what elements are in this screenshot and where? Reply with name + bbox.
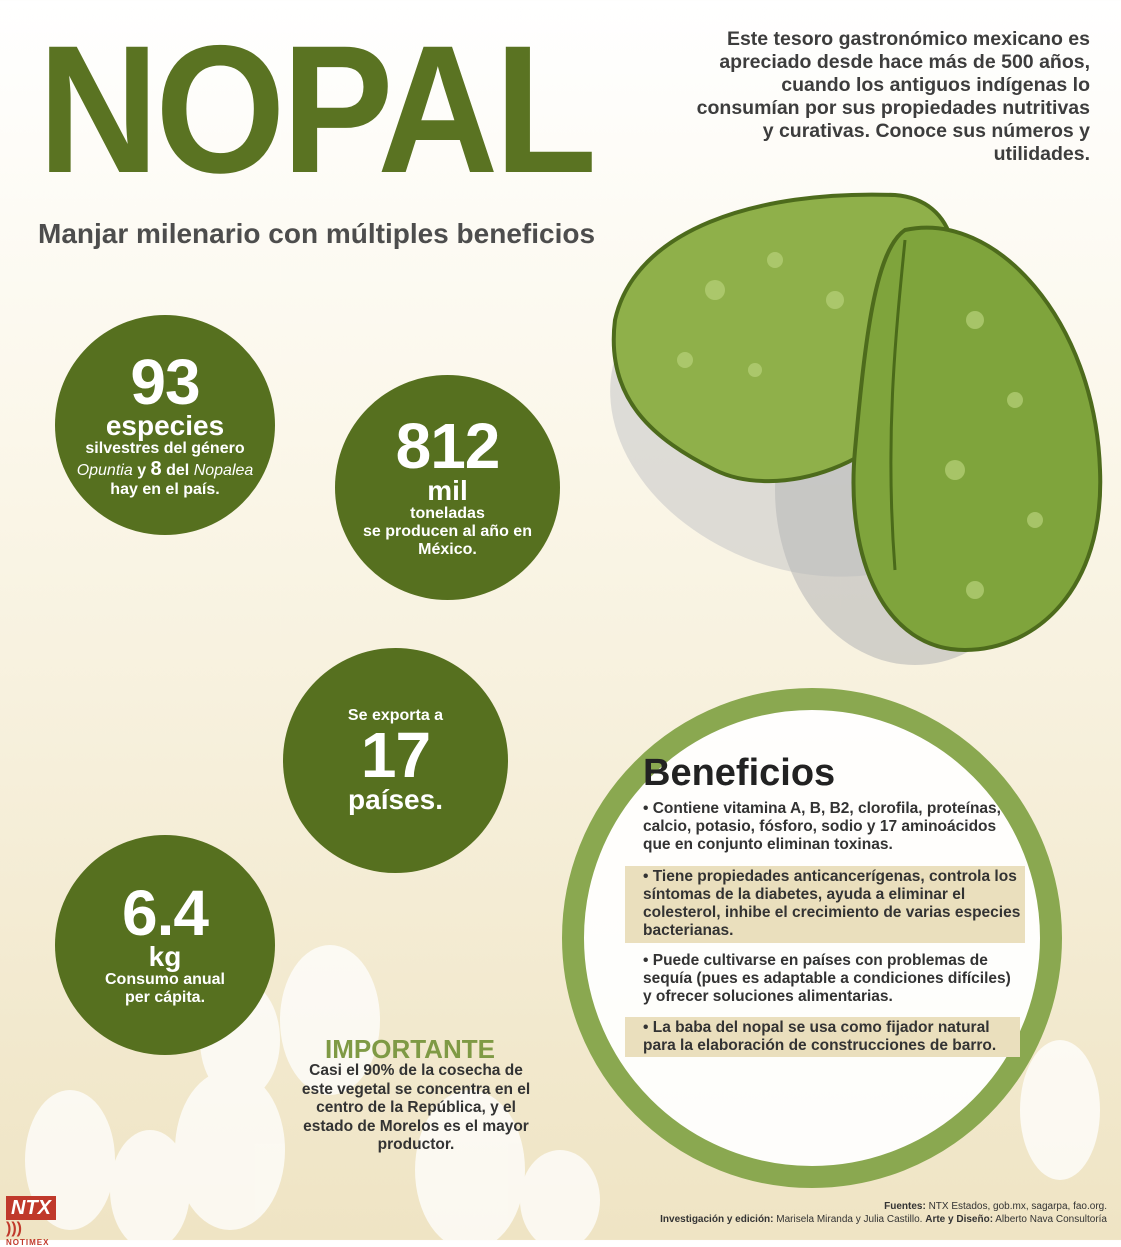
logo-text: NTX	[6, 1196, 56, 1220]
benefit-item: • La baba del nopal se usa como fijador natural para la elaboración de construcciones de barro.	[625, 1017, 1020, 1057]
benefits-title: Beneficios	[643, 752, 836, 794]
benefit-item: • Tiene propiedades anticancerígenas, controla los síntomas de la diabetes, ayuda a eliminar el colesterol, inhibe el crecimiento de varias especies bacterianas.	[625, 866, 1025, 943]
genus-nopalea: Nopalea	[193, 462, 254, 480]
research-label: Investigación y edición:	[660, 1214, 774, 1225]
stat-species-unit: especies	[105, 410, 225, 442]
stat-production-line1: toneladas	[410, 505, 485, 523]
stat-consumption-circle	[55, 835, 275, 1055]
page-subtitle: Manjar milenario con múltiples beneficios	[38, 218, 596, 249]
research-value: Marisela Miranda y Julia Castillo.	[776, 1214, 923, 1225]
num-nopalea: 8	[150, 458, 162, 481]
stat-species-circle	[55, 315, 275, 535]
stat-production-circle	[335, 375, 560, 600]
stat-production-unit: mil	[427, 475, 468, 507]
intro-text: Este tesoro gastronómico mexicano es apreciado desde hace más de 500 años, cuando los antiguos indígenas lo consumían por sus propiedades nutritivas y curativas. Conoce sus números y utilidades.	[696, 28, 1090, 165]
design-label: Arte y Diseño:	[925, 1214, 994, 1225]
stat-production-line2: se producen al año en	[363, 522, 532, 540]
sources-line	[660, 1200, 1107, 1213]
genus-opuntia: Opuntia	[76, 462, 133, 480]
benefit-item: • Puede cultivarse en países con problemas de sequía (pues es adaptable a condiciones difíciles) y ofrecer soluciones alimentarias.	[643, 952, 1011, 1006]
stat-export-circle	[283, 648, 508, 873]
nopal-illustration	[595, 170, 1115, 680]
stat-consumption-unit: kg	[148, 941, 182, 973]
stat-species-number: 93	[130, 345, 200, 418]
ntx-logo	[6, 1196, 76, 1247]
page-title: NOPAL	[38, 7, 594, 211]
stat-species-line3: hay en el país.	[110, 480, 220, 498]
sources-value: NTX Estados, gob.mx, sagarpa, fao.org.	[928, 1201, 1107, 1212]
sources-label: Fuentes:	[884, 1201, 926, 1212]
stat-consumption-number: 6.4	[122, 876, 208, 949]
logo-sub: NOTIMEX	[6, 1238, 50, 1247]
stat-consumption-line2: per cápita.	[124, 989, 206, 1007]
stat-production-number: 812	[395, 410, 500, 483]
important-title: IMPORTANTE	[325, 1034, 495, 1064]
signal-icon: )))	[6, 1220, 22, 1237]
important-text: Casi el 90% de la cosecha de este vegetal se concentra en el centro de la República, y el estado de Morelos es el mayor productor.	[301, 1062, 531, 1154]
stat-export-number: 17	[360, 719, 431, 792]
stat-species-line1: silvestres del género	[85, 440, 245, 458]
design-value: Alberto Nava Consultoría	[995, 1214, 1107, 1225]
benefit-item: • Contiene vitamina A, B, B2, clorofila, proteínas, calcio, potasio, fósforo, sodio y 17 aminoácidos que en conjunto eliminan toxinas.	[643, 800, 1001, 854]
credits	[660, 1200, 1107, 1226]
del-word: del	[166, 462, 190, 480]
and-word: y	[137, 462, 147, 480]
stat-export-unit: países.	[348, 783, 443, 815]
stat-consumption-line1: Consumo anual	[104, 971, 225, 989]
stat-export-pre: Se exporta a	[347, 707, 444, 725]
stat-production-line3: México.	[418, 540, 477, 558]
stat-species-line2	[77, 458, 254, 480]
research-line	[660, 1213, 1107, 1226]
